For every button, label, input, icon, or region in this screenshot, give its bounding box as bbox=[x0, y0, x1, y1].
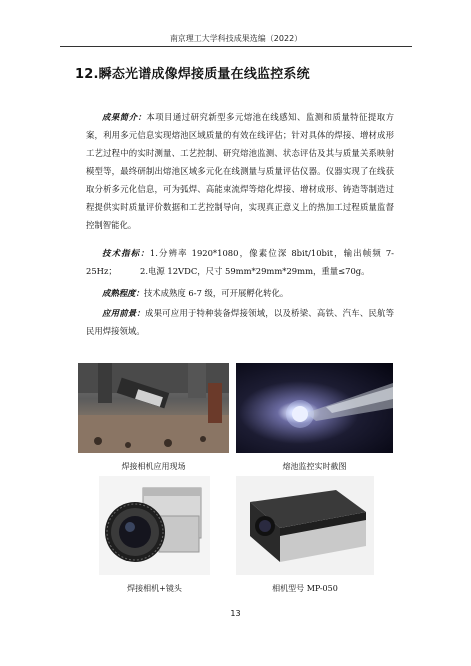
intro-text: 本项目通过研究新型多元熔池在线感知、监测和质量特征提取方案，利用多元信息实现熔池区域质量的有效在线评估；针对具体的焊接、增材成形工艺过程中的实时测量、工艺控制、研究熔池监测、状态评估及其与质量关系映射模型等，最终研制出熔池区域多元化在线测量与质量评估仪器。仪器实现了在线获取分析多元化信息，可为弧焊、高能束流焊等熔化焊接、增材成形、铸造等制造过程提供实时质量评价数据和工艺控制导向，实现真正意义上的热加工过程质量监督控制智能化。 bbox=[86, 112, 395, 230]
maturity-text: 技术成熟度 6-7 级，可开展孵化转化。 bbox=[143, 288, 289, 298]
figure-caption-4: 相机型号 MP-050 bbox=[272, 584, 338, 593]
application-label: 应用前景： bbox=[102, 308, 145, 318]
application-text: 成果可应用于特种装备焊接领域，以及桥梁、高铁、汽车、民航等民用焊接领域。 bbox=[86, 308, 395, 336]
intro-label: 成果简介： bbox=[102, 112, 147, 122]
welding-site-photo bbox=[78, 363, 229, 453]
specs-line-2: 2.电源 12VDC，尺寸 59mm*29mm*29mm，重量≤70g。 bbox=[140, 266, 370, 276]
header-rule bbox=[60, 46, 412, 47]
figure-caption-3: 焊接相机+镜头 bbox=[127, 584, 182, 593]
specs-line-2-block bbox=[86, 262, 394, 280]
figure-caption-2: 熔池监控实时截图 bbox=[282, 462, 347, 471]
specs-line-1: 1.分辨率 1920*1080，像素位深 8bit/10bit，输出帧频 7-25Hz； bbox=[86, 248, 394, 276]
maturity-paragraph bbox=[86, 284, 394, 302]
running-header: 南京理工大学科技成果选编（2022） bbox=[169, 34, 303, 43]
intro-paragraph bbox=[86, 108, 394, 234]
page-number: 13 bbox=[230, 609, 241, 618]
figure-caption-1: 焊接相机应用现场 bbox=[121, 462, 186, 471]
page-title: 12.瞬态光谱成像焊接质量在线监控系统 bbox=[75, 67, 310, 82]
maturity-label: 成熟程度： bbox=[102, 288, 144, 298]
specs-label: 技术指标： bbox=[102, 248, 150, 258]
application-paragraph bbox=[86, 304, 394, 340]
molten-pool-screenshot bbox=[236, 363, 393, 453]
camera-with-lens-photo bbox=[99, 476, 210, 575]
camera-mp050-photo bbox=[236, 476, 374, 575]
